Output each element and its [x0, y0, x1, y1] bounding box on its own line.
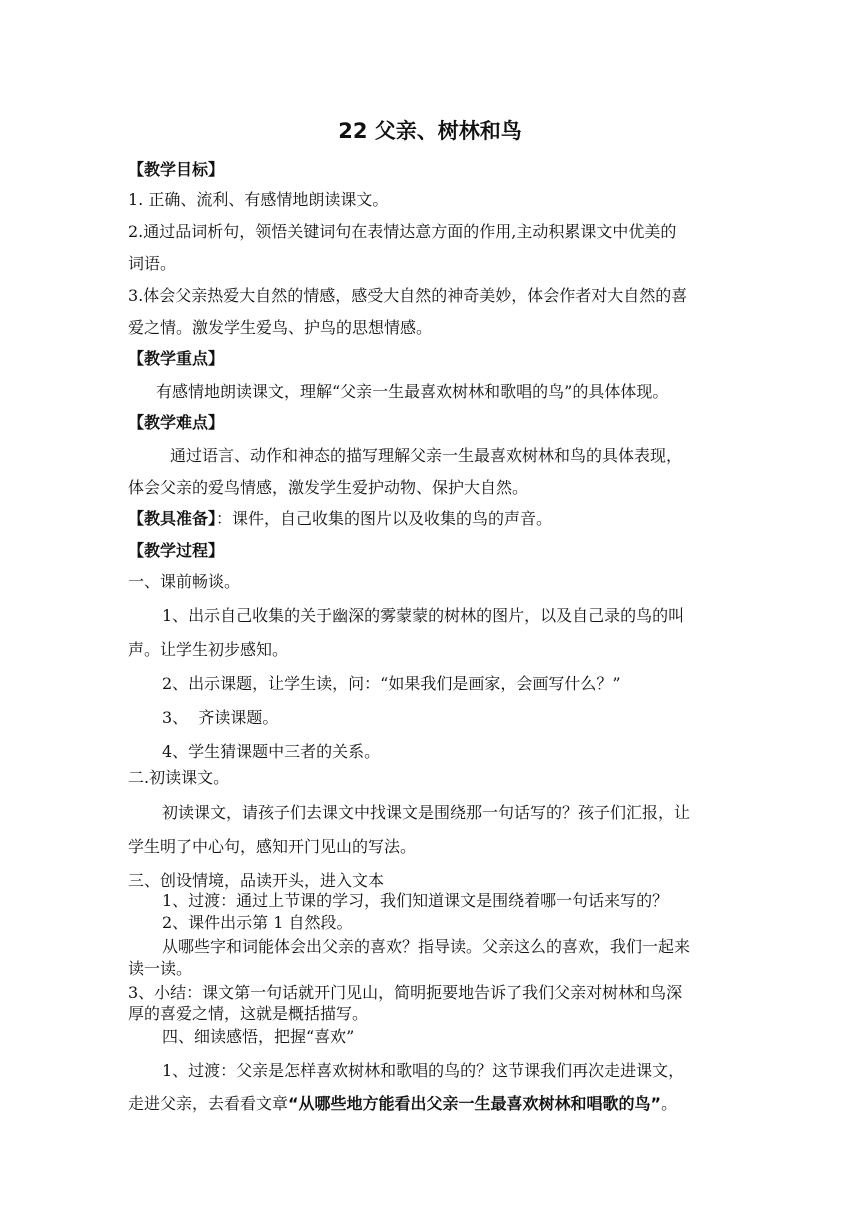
page-title: 22 父亲、树林和鸟: [338, 119, 522, 143]
difficulty-line-2: 体会父亲的爱鸟情感，激发学生爱护动物、保护大自然。: [128, 478, 529, 497]
part4-title: 四、细读感悟，把握“喜欢”: [162, 1027, 355, 1046]
difficulty-line-1: 通过语言、动作和神态的描写理解父亲一生最喜欢树林和鸟的具体表现，: [170, 446, 683, 465]
part2-title: 二.初读课文。: [128, 768, 230, 787]
goals-line-2b: 词语。: [128, 254, 177, 273]
part3-title: 三、创设情境，品读开头，进入文本: [128, 871, 385, 890]
focus-heading: 【教学重点】: [128, 349, 225, 368]
materials-heading: 【教具准备】: [128, 509, 217, 528]
part4-line-2-end: 。: [661, 1094, 678, 1113]
goals-heading: 【教学目标】: [128, 160, 225, 179]
part4-line-2-prefix: 走进父亲，去看看文章: [128, 1094, 289, 1113]
part1-item-1a: 1、出示自己收集的关于幽深的雾蒙蒙的树林的图片，以及自己录的鸟的叫: [162, 606, 685, 625]
part3-item-1: 1、过渡：通过上节课的学习，我们知道课文是围绕着哪一句话来写的？: [162, 891, 669, 910]
part3-item-3b: 厚的喜爱之情，这就是概括描写。: [128, 1004, 369, 1023]
part3-item-2a: 从哪些字和词能体会出父亲的喜欢？指导读。父亲这么的喜欢，我们一起来: [162, 937, 691, 956]
part4-line-2: [128, 1094, 860, 1114]
difficulty-heading: 【教学难点】: [128, 413, 225, 432]
part1-item-1b: 声。让学生初步感知。: [128, 640, 289, 659]
goals-line-1: 1. 正确、流利、有感情地朗读课文。: [128, 190, 389, 209]
part4-line-1: 1、过渡：父亲是怎样喜欢树林和歌唱的鸟的？这节课我们再次走进课文，: [162, 1061, 685, 1080]
goals-line-3b: 爱之情。激发学生爱鸟、护鸟的思想情感。: [128, 318, 433, 337]
materials-text: ：课件，自己收集的图片以及收集的鸟的声音。: [216, 509, 553, 528]
part1-item-4: 4、学生猜课题中三者的关系。: [162, 742, 381, 761]
part3-item-3a: 3、小结：课文第一句话就开门见山，简明扼要地告诉了我们父亲对树林和鸟深: [128, 983, 683, 1002]
materials-line: [128, 509, 860, 529]
goals-line-3a: 3.体会父亲热爱大自然的情感，感受大自然的神奇美妙，体会作者对大自然的喜: [128, 286, 688, 305]
part3-item-2: 2、课件出示第 1 自然段。: [162, 913, 353, 932]
part3-item-2b: 读一读。: [128, 959, 193, 978]
part4-line-2-emphasis: “从哪些地方能看出父亲一生最喜欢树林和唱歌的鸟”: [288, 1094, 662, 1113]
process-heading: 【教学过程】: [128, 541, 225, 560]
part2-line-2: 学生明了中心句，感知开门见山的写法。: [128, 837, 417, 856]
part2-line-1: 初读课文，请孩子们去课文中找课文是围绕那一句话写的？孩子们汇报，让: [162, 803, 691, 822]
focus-text: 有感情地朗读课文，理解“父亲一生最喜欢树林和歌唱的鸟”的具体体现。: [156, 382, 669, 401]
part1-title: 一、课前畅谈。: [128, 572, 241, 591]
goals-line-2a: 2.通过品词析句，领悟关键词句在表情达意方面的作用,主动积累课文中优美的: [128, 222, 677, 241]
part1-item-2: 2、出示课题，让学生读，问：“如果我们是画家，会画写什么？”: [162, 674, 621, 693]
part1-item-3: 3、 齐读课题。: [162, 708, 279, 727]
